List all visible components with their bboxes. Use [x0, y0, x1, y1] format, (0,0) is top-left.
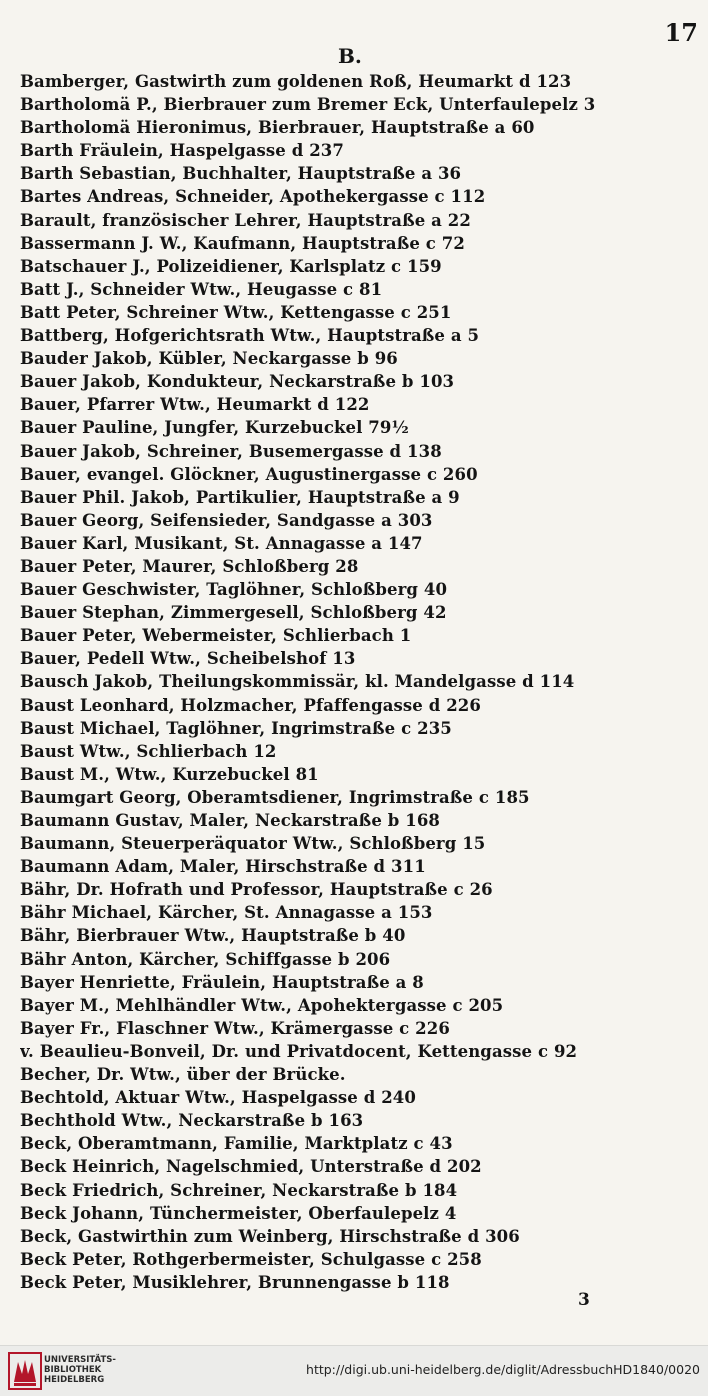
university-seal-icon[interactable] [8, 1352, 42, 1390]
directory-entry: Beck, Gastwirthin zum Weinberg, Hirschstraße d 306 [20, 1226, 520, 1246]
directory-entry: Beck Peter, Rothgerbermeister, Schulgasse c 258 [20, 1249, 482, 1269]
directory-entry: Baumann Adam, Maler, Hirschstraße d 311 [20, 857, 426, 877]
directory-entry: Barth Fräulein, Haspelgasse d 237 [20, 141, 344, 161]
directory-entry: Bauer Phil. Jakob, Partikulier, Hauptstraße a 9 [20, 487, 460, 507]
directory-entries [20, 70, 690, 1294]
directory-entry: Beck, Oberamtmann, Familie, Marktplatz c 43 [20, 1134, 453, 1154]
directory-entry: Baust M., Wtw., Kurzebuckel 81 [20, 764, 319, 784]
directory-entry: Bähr Michael, Kärcher, St. Annagasse a 153 [20, 903, 433, 923]
directory-entry: Baust Leonhard, Holzmacher, Pfaffengasse d 226 [20, 695, 481, 715]
directory-entry: Baust Michael, Taglöhner, Ingrimstraße c 235 [20, 718, 452, 738]
page-number: 17 [664, 18, 698, 47]
directory-entry: Bauer Peter, Webermeister, Schlierbach 1 [20, 626, 412, 646]
directory-entry: Bayer Henriette, Fräulein, Hauptstraße a 8 [20, 972, 424, 992]
directory-entry: Beck Friedrich, Schreiner, Neckarstraße b 184 [20, 1180, 458, 1200]
directory-entry: Bauer Geschwister, Taglöhner, Schloßberg 40 [20, 580, 448, 600]
directory-entry: Baust Wtw., Schlierbach 12 [20, 741, 277, 761]
directory-entry: Battberg, Hofgerichtsrath Wtw., Hauptstraße a 5 [20, 326, 480, 346]
directory-entry: Bartholomä P., Bierbrauer zum Bremer Eck, Unterfaulepelz 3 [20, 95, 596, 115]
directory-entry: Baumann Gustav, Maler, Neckarstraße b 168 [20, 811, 440, 830]
directory-entry: Bartholomä Hieronimus, Bierbrauer, Hauptstraße a 60 [20, 118, 535, 138]
directory-entry: Batt J., Schneider Wtw., Heugasse c 81 [20, 279, 383, 299]
directory-entry: Baumgart Georg, Oberamtsdiener, Ingrimstraße c 185 [20, 787, 530, 807]
directory-entry: Bauder Jakob, Kübler, Neckargasse b 96 [20, 349, 398, 369]
library-name-line: BIBLIOTHEK [44, 1365, 102, 1375]
directory-entry: Bauer Peter, Maurer, Schloßberg 28 [20, 556, 359, 576]
directory-entry: v. Beaulieu-Bonveil, Dr. und Privatdocent, Kettengasse c 92 [20, 1041, 578, 1061]
library-name-line: UNIVERSITÄTS- [44, 1355, 116, 1365]
signature-mark: 3 [578, 1290, 590, 1310]
directory-entry: Bassermann J. W., Kaufmann, Hauptstraße c 72 [20, 233, 465, 253]
directory-entry: Bauer Pauline, Jungfer, Kurzebuckel 79½ [20, 418, 409, 438]
directory-entry: Bauer Karl, Musikant, St. Annagasse a 147 [20, 533, 423, 553]
source-url-link[interactable]: http://digi.ub.uni-heidelberg.de/diglit/AdressbuchHD1840/0020 [306, 1362, 700, 1377]
directory-entry: Bauer Stephan, Zimmergesell, Schloßberg 42 [20, 603, 447, 623]
directory-entry: Becher, Dr. Wtw., über der Brücke. [20, 1065, 346, 1085]
directory-entry: Bauer Jakob, Schreiner, Busemergasse d 138 [20, 441, 442, 461]
directory-entry: Bayer M., Mehlhändler Wtw., Apohektergasse c 205 [20, 995, 504, 1015]
directory-entry: Batschauer J., Polizeidiener, Karlsplatz c 159 [20, 256, 442, 276]
directory-entry: Batt Peter, Schreiner Wtw., Kettengasse c 251 [20, 302, 452, 322]
directory-entry: Bauer, evangel. Glöckner, Augustinergasse c 260 [20, 464, 478, 484]
directory-entry: Beck Peter, Musiklehrer, Brunnengasse b 118 [20, 1272, 450, 1292]
directory-entry: Bausch Jakob, Theilungskommissär, kl. Mandelgasse d 114 [20, 672, 575, 692]
footer-bar [0, 1345, 708, 1396]
directory-entry: Bartes Andreas, Schneider, Apothekergasse c 112 [20, 187, 486, 207]
section-heading: B. [338, 44, 362, 68]
directory-entry: Bähr, Bierbrauer Wtw., Hauptstraße b 40 [20, 926, 406, 946]
directory-entry: Barth Sebastian, Buchhalter, Hauptstraße a 36 [20, 164, 462, 184]
directory-entry: Baumann, Steuerperäquator Wtw., Schloßberg 15 [20, 834, 486, 854]
directory-entry: Beck Johann, Tünchermeister, Oberfaulepelz 4 [20, 1203, 457, 1223]
directory-entry: Bauer Jakob, Kondukteur, Neckarstraße b 103 [20, 372, 455, 392]
directory-entry: Bauer, Pfarrer Wtw., Heumarkt d 122 [20, 395, 370, 415]
directory-entry: Bauer Georg, Seifensieder, Sandgasse a 303 [20, 510, 433, 530]
directory-entry: Bähr Anton, Kärcher, Schiffgasse b 206 [20, 949, 391, 969]
directory-entry: Bechthold Wtw., Neckarstraße b 163 [20, 1111, 364, 1131]
directory-entry: Bähr, Dr. Hofrath und Professor, Hauptstraße c 26 [20, 880, 493, 900]
directory-entry: Bechtold, Aktuar Wtw., Haspelgasse d 240 [20, 1088, 416, 1108]
directory-entry: Bayer Fr., Flaschner Wtw., Krämergasse c 226 [20, 1018, 450, 1038]
directory-entry: Bauer, Pedell Wtw., Scheibelshof 13 [20, 649, 356, 669]
directory-entry: Barault, französischer Lehrer, Hauptstraße a 22 [20, 210, 471, 230]
directory-entry: Beck Heinrich, Nagelschmied, Unterstraße d 202 [20, 1157, 482, 1177]
directory-entry: Bamberger, Gastwirth zum goldenen Roß, Heumarkt d 123 [20, 72, 572, 91]
library-name-line: HEIDELBERG [44, 1375, 105, 1385]
library-name [44, 1355, 116, 1385]
